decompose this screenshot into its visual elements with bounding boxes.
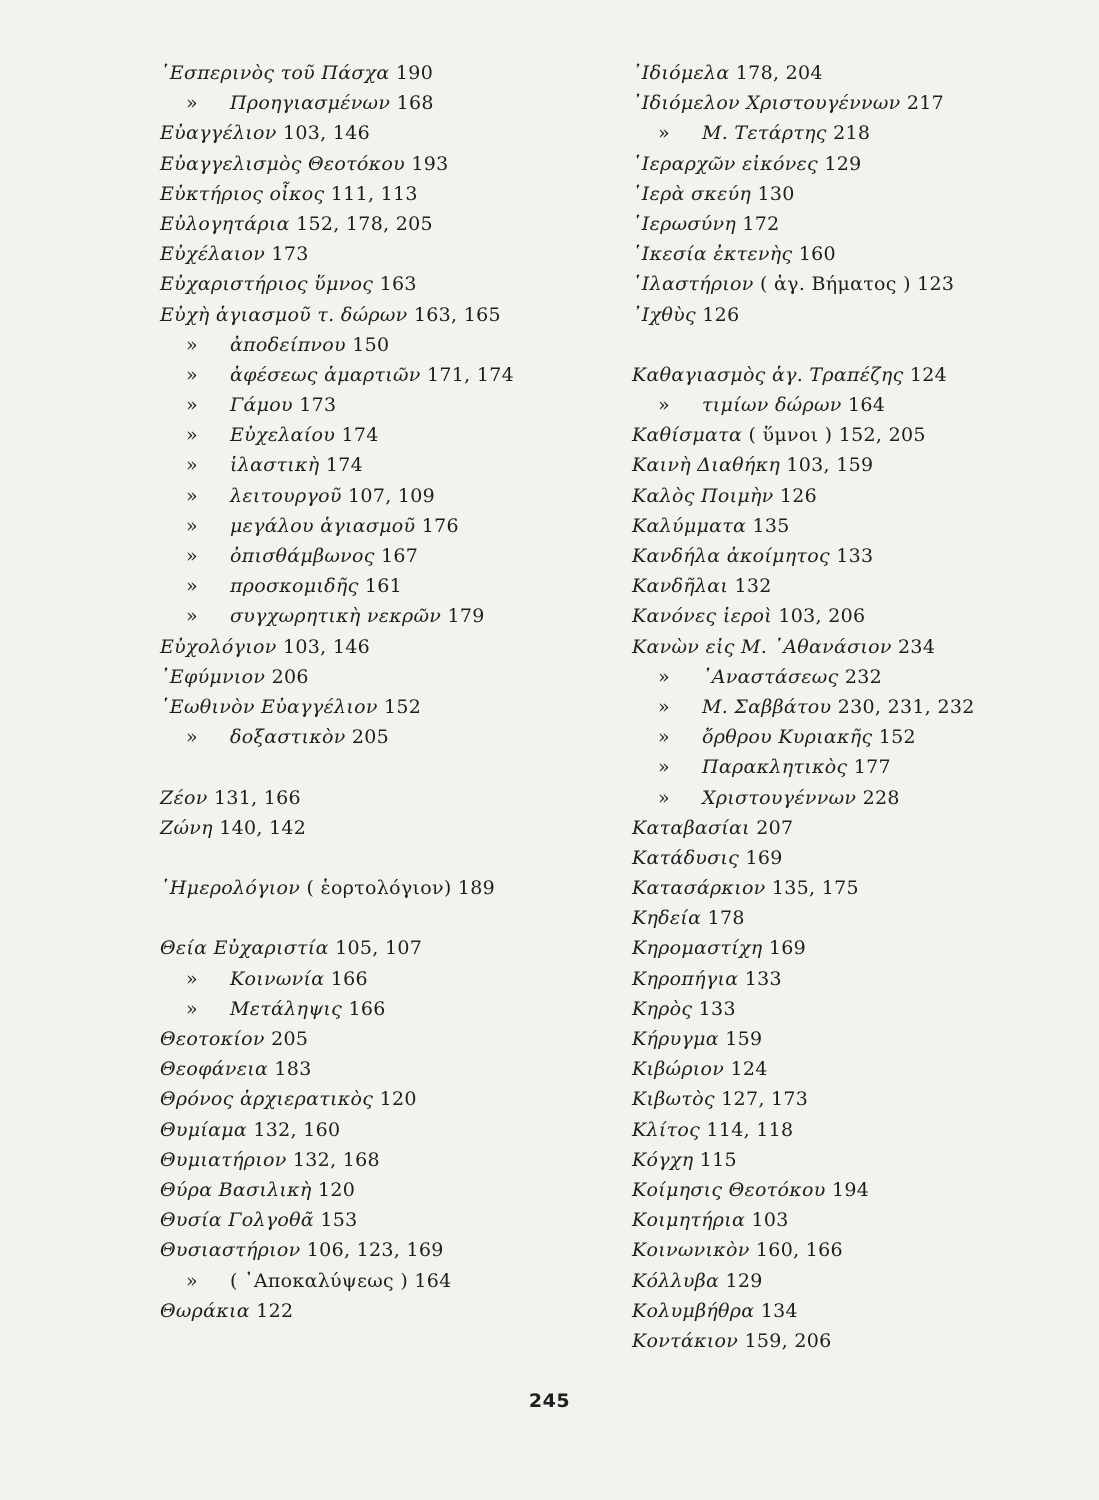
index-entry xyxy=(632,88,1052,118)
index-pages: 166 xyxy=(348,997,386,1020)
index-column-right xyxy=(632,58,1052,1356)
index-pages: 133 xyxy=(836,545,874,567)
index-entry xyxy=(160,300,600,330)
index-term: ᾿Ιδιόμελον Χριστουγέννων xyxy=(632,92,901,115)
ditto-mark: » xyxy=(186,92,198,115)
index-entry xyxy=(632,1054,1052,1084)
index-pages: 174 xyxy=(341,424,379,447)
index-term: ῾Ημερολόγιον xyxy=(160,877,301,900)
index-entry xyxy=(632,1326,1052,1356)
index-term: Κοιμητήρια xyxy=(632,1209,746,1232)
index-subentry xyxy=(160,571,600,601)
index-term: Καλὸς Ποιμὴν xyxy=(632,484,774,507)
index-pages: ( ὕμνοι ) 152, 205 xyxy=(748,424,926,447)
index-pages: 127, 173 xyxy=(721,1088,809,1111)
index-entry xyxy=(632,481,1052,511)
index-pages: 169 xyxy=(745,846,783,869)
index-subentry xyxy=(160,994,600,1024)
index-term: Χριστουγέννων xyxy=(702,786,857,809)
index-entry xyxy=(160,1296,600,1326)
index-term: Γάμου xyxy=(230,394,293,417)
index-pages: 160, 166 xyxy=(755,1239,843,1262)
index-entry xyxy=(632,813,1052,843)
ditto-mark: » xyxy=(658,756,670,779)
index-term: Κλίτος xyxy=(632,1118,701,1141)
index-term: Μ. Τετάρτης xyxy=(702,122,827,145)
index-term: Κιβώριον xyxy=(632,1058,725,1081)
index-term: Θύρα Βασιλικὴ xyxy=(160,1178,312,1201)
index-entry xyxy=(632,1205,1052,1235)
index-pages: 205 xyxy=(271,1028,309,1050)
index-subentry xyxy=(160,541,600,571)
index-term: ῾Εωθινὸν Εὐαγγέλιον xyxy=(160,695,378,718)
index-pages: 134 xyxy=(760,1299,798,1322)
index-entry xyxy=(632,843,1052,873)
index-pages: 171, 174 xyxy=(427,363,515,386)
ditto-mark: » xyxy=(186,333,198,356)
index-pages: 176 xyxy=(421,514,459,537)
index-term: Ζέον xyxy=(160,786,208,809)
ditto-mark: » xyxy=(186,726,198,749)
index-pages: 152, 178, 205 xyxy=(296,212,433,235)
index-entry xyxy=(160,873,600,903)
index-term: ἀποδείπνου xyxy=(230,333,346,356)
index-pages: 174 xyxy=(325,454,364,477)
index-term: Θρόνος ἀρχιερατικὸς xyxy=(160,1088,374,1111)
index-term: ῾Ιεραρχῶν εἰκόνες xyxy=(632,152,818,175)
index-term: Κηροπήγια xyxy=(632,967,739,990)
index-pages: 172 xyxy=(742,212,780,235)
index-pages: 206 xyxy=(271,665,309,688)
index-pages: 107, 109 xyxy=(348,484,436,507)
index-entry xyxy=(160,933,600,963)
index-term: Εὐχολόγιον xyxy=(160,635,277,658)
index-pages: 120 xyxy=(379,1088,417,1111)
index-term: Κατασάρκιον xyxy=(632,877,766,900)
ditto-mark: » xyxy=(658,726,670,749)
index-entry xyxy=(160,662,600,692)
index-term: Κοντάκιον xyxy=(632,1329,739,1352)
index-subentry xyxy=(160,360,600,390)
index-term: λειτουργοῦ xyxy=(230,484,342,507)
index-pages: 120 xyxy=(317,1178,356,1201)
index-term: Καταβασίαι xyxy=(632,816,750,839)
index-term: τιμίων δώρων xyxy=(702,394,842,417)
index-pages: 150 xyxy=(352,333,390,356)
index-subentry xyxy=(160,390,600,420)
index-term: Κατάδυσις xyxy=(632,846,740,869)
index-entry xyxy=(160,209,600,239)
index-term: ῾Ιερωσύνη xyxy=(632,212,737,235)
index-pages: 193 xyxy=(411,152,449,175)
index-pages: 228 xyxy=(862,786,900,809)
index-entry xyxy=(632,964,1052,994)
index-pages: 114, 118 xyxy=(706,1118,794,1141)
index-entry xyxy=(632,511,1052,541)
index-term: Κηδεία xyxy=(632,907,702,930)
index-pages: 103, 206 xyxy=(778,605,866,628)
index-entry xyxy=(160,1175,600,1205)
index-term: Κηρὸς xyxy=(632,997,693,1020)
index-entry xyxy=(632,903,1052,933)
index-pages: 205 xyxy=(351,726,390,749)
ditto-mark: » xyxy=(186,1269,198,1292)
ditto-mark: » xyxy=(658,665,670,688)
index-pages: 161 xyxy=(364,575,403,598)
index-term: Εὐχελαίου xyxy=(230,424,336,447)
index-subentry xyxy=(160,420,600,450)
index-pages: 183 xyxy=(274,1058,312,1081)
index-pages: 168 xyxy=(396,92,434,115)
index-term: Θυσία Γολγοθᾶ xyxy=(160,1209,315,1232)
index-pages: 173 xyxy=(271,243,309,266)
index-term: Κήρυγμα xyxy=(632,1028,719,1050)
index-entry xyxy=(160,1205,600,1235)
index-term: Προηγιασμένων xyxy=(230,92,391,115)
index-subentry xyxy=(160,88,600,118)
index-subentry xyxy=(632,390,1052,420)
index-subentry xyxy=(160,964,600,994)
index-entry xyxy=(632,58,1052,88)
ditto-mark: » xyxy=(186,967,198,990)
index-entry xyxy=(632,571,1052,601)
index-gap xyxy=(160,903,600,933)
index-subentry xyxy=(632,662,1052,692)
index-entry xyxy=(632,541,1052,571)
ditto-mark: » xyxy=(186,545,198,567)
index-term: Εὐχέλαιον xyxy=(160,243,266,266)
index-entry xyxy=(632,873,1052,903)
index-term: Ζώνη xyxy=(160,816,213,839)
index-pages: 103, 146 xyxy=(283,635,371,658)
index-pages: ( ἑορτολόγιον) 189 xyxy=(306,877,496,900)
index-subentry xyxy=(160,481,600,511)
index-term: Κανδῆλαι xyxy=(632,575,729,598)
index-pages: 140, 142 xyxy=(219,816,307,839)
index-term: Καθίσματα xyxy=(632,424,743,447)
index-term: ᾿Αναστάσεως xyxy=(702,665,839,688)
index-entry xyxy=(632,1145,1052,1175)
index-term: ῾Ιερὰ σκεύη xyxy=(632,182,752,205)
index-entry xyxy=(632,632,1052,662)
index-pages: 126 xyxy=(779,484,818,507)
index-subentry xyxy=(160,1266,600,1296)
index-term: ἱλαστικὴ xyxy=(230,454,320,477)
index-pages: 166 xyxy=(330,967,368,990)
index-subentry xyxy=(632,722,1052,752)
index-pages: 132 xyxy=(734,575,772,598)
index-pages: 133 xyxy=(698,997,736,1020)
index-subentry xyxy=(632,783,1052,813)
index-pages: 159 xyxy=(725,1028,763,1050)
index-entry xyxy=(632,1024,1052,1054)
index-entry xyxy=(632,420,1052,450)
index-term: ῾Ικεσία ἐκτενὴς xyxy=(632,243,793,266)
index-term: Εὐαγγελισμὸς Θεοτόκου xyxy=(160,152,405,175)
index-term: Καλύμματα xyxy=(632,514,747,537)
index-pages: 173 xyxy=(299,394,337,417)
index-entry xyxy=(632,149,1052,179)
index-pages: 169 xyxy=(768,937,807,960)
index-entry xyxy=(632,239,1052,269)
ditto-mark: » xyxy=(186,484,198,507)
index-entry xyxy=(632,1266,1052,1296)
index-pages: 132, 168 xyxy=(292,1148,380,1171)
index-pages: 194 xyxy=(831,1178,870,1201)
index-entry xyxy=(160,1235,600,1265)
index-pages: 132, 160 xyxy=(253,1118,341,1141)
index-term: Θεοφάνεια xyxy=(160,1058,269,1081)
index-term: Θυμίαμα xyxy=(160,1118,248,1141)
index-pages: 105, 107 xyxy=(335,937,423,960)
index-term: Κοινωνία xyxy=(230,967,325,990)
index-term: Κανδήλα ἀκοίμητος xyxy=(632,545,830,567)
index-term: προσκομιδῆς xyxy=(230,575,359,598)
index-term: Εὐλογητάρια xyxy=(160,212,290,235)
index-entry xyxy=(160,118,600,148)
index-term: Κόγχη xyxy=(632,1148,694,1171)
index-pages: 179 xyxy=(447,605,485,628)
index-term: ῾Εσπερινὸς τοῦ Πάσχα xyxy=(160,62,390,84)
index-entry xyxy=(632,450,1052,480)
index-term: ὀπισθάμβωνος xyxy=(230,545,375,567)
index-pages: 152 xyxy=(878,726,916,749)
index-term: ἀφέσεως ἁμαρτιῶν xyxy=(230,363,421,386)
index-entry xyxy=(160,783,600,813)
index-pages: 152 xyxy=(384,695,422,718)
ditto-mark: » xyxy=(186,363,198,386)
index-term: Κανόνες ἱεροὶ xyxy=(632,605,773,628)
index-entry xyxy=(160,239,600,269)
index-pages: 160 xyxy=(798,243,836,266)
index-pages: 207 xyxy=(756,816,794,839)
index-entry xyxy=(160,1084,600,1114)
index-term: Κοινωνικὸν xyxy=(632,1239,750,1262)
index-term: Θυμιατήριον xyxy=(160,1148,287,1171)
index-entry xyxy=(632,1115,1052,1145)
index-term: Εὐαγγέλιον xyxy=(160,122,277,145)
index-entry xyxy=(632,1235,1052,1265)
index-entry xyxy=(160,149,600,179)
index-gap xyxy=(160,752,600,782)
ditto-mark: » xyxy=(186,514,198,537)
index-pages: 129 xyxy=(824,152,862,175)
index-pages: 153 xyxy=(320,1209,358,1232)
index-entry xyxy=(632,994,1052,1024)
index-pages: 177 xyxy=(853,756,891,779)
index-entry xyxy=(160,1145,600,1175)
index-column-left xyxy=(160,58,600,1326)
index-subentry xyxy=(160,511,600,541)
index-subentry xyxy=(632,692,1052,722)
index-subentry xyxy=(160,450,600,480)
index-pages: 124 xyxy=(909,363,948,386)
index-term: Κηρομαστίχη xyxy=(632,937,763,960)
index-entry xyxy=(160,58,600,88)
index-pages: 178 xyxy=(707,907,745,930)
index-pages: 129 xyxy=(725,1269,763,1292)
ditto-mark: » xyxy=(186,454,198,477)
index-term: συγχωρητικὴ νεκρῶν xyxy=(230,605,442,628)
ditto-mark: » xyxy=(186,575,198,598)
index-pages: 159, 206 xyxy=(744,1329,832,1352)
index-entry xyxy=(160,179,600,209)
index-entry xyxy=(632,1084,1052,1114)
index-pages: 218 xyxy=(833,122,871,145)
index-term: Μετάληψις xyxy=(230,997,343,1020)
index-pages: ( ἁγ. Βήματος ) 123 xyxy=(760,273,955,296)
index-term: Παρακλητικὸς xyxy=(702,756,848,779)
index-gap xyxy=(632,330,1052,360)
index-entry xyxy=(632,601,1052,631)
ditto-mark: » xyxy=(186,997,198,1020)
index-subentry xyxy=(160,722,600,752)
index-entry xyxy=(160,1054,600,1084)
index-term: Εὐκτήριος οἶκος xyxy=(160,182,325,205)
index-subentry xyxy=(632,118,1052,148)
index-pages: 124 xyxy=(730,1058,768,1081)
ditto-mark: » xyxy=(658,394,670,417)
index-term: Κιβωτὸς xyxy=(632,1088,715,1111)
index-pages: 103, 146 xyxy=(282,122,370,145)
index-term: μεγάλου ἁγιασμοῦ xyxy=(230,514,416,537)
index-pages: 131, 166 xyxy=(213,786,301,809)
index-pages: 163 xyxy=(379,273,417,296)
index-pages: 234 xyxy=(898,635,936,658)
index-pages: ( ᾿Αποκαλύψεως ) 164 xyxy=(230,1269,452,1292)
index-term: ῾Ιλαστήριον xyxy=(632,273,754,296)
ditto-mark: » xyxy=(186,424,198,447)
index-gap xyxy=(160,843,600,873)
index-entry xyxy=(160,1024,600,1054)
index-subentry xyxy=(160,330,600,360)
index-pages: 135 xyxy=(752,514,790,537)
index-pages: 217 xyxy=(906,92,944,115)
index-pages: 115 xyxy=(699,1148,737,1171)
index-term: Καθαγιασμὸς ἁγ. Τραπέζης xyxy=(632,363,904,386)
index-pages: 106, 123, 169 xyxy=(306,1239,444,1262)
ditto-mark: » xyxy=(658,695,670,718)
index-entry xyxy=(160,813,600,843)
index-subentry xyxy=(160,601,600,631)
index-term: Κανὼν εἰς Μ. ᾿Αθανάσιον xyxy=(632,635,892,658)
index-term: Εὐχαριστήριος ὕμνος xyxy=(160,273,374,296)
index-term: ᾿Εφύμνιον xyxy=(160,665,266,688)
index-pages: 163, 165 xyxy=(413,303,501,326)
ditto-mark: » xyxy=(658,122,670,145)
index-entry xyxy=(160,632,600,662)
index-entry xyxy=(632,179,1052,209)
index-pages: 230, 231, 232 xyxy=(837,695,975,718)
index-pages: 164 xyxy=(847,394,886,417)
index-pages: 103, 159 xyxy=(786,454,874,477)
index-pages: 130 xyxy=(757,182,795,205)
index-entry xyxy=(632,1296,1052,1326)
index-term: Θωράκια xyxy=(160,1299,250,1322)
index-entry xyxy=(632,269,1052,299)
index-term: Κολυμβήθρα xyxy=(632,1299,755,1322)
index-subentry xyxy=(632,752,1052,782)
index-entry xyxy=(632,1175,1052,1205)
index-term: ὄρθρου Κυριακῆς xyxy=(702,726,873,749)
index-entry xyxy=(160,269,600,299)
index-pages: 126 xyxy=(702,303,740,326)
ditto-mark: » xyxy=(186,394,198,417)
index-entry xyxy=(632,209,1052,239)
index-pages: 122 xyxy=(256,1299,294,1322)
ditto-mark: » xyxy=(658,786,670,809)
page-number: 245 xyxy=(528,1390,571,1412)
index-pages: 133 xyxy=(744,967,782,990)
index-entry xyxy=(632,360,1052,390)
index-pages: 190 xyxy=(395,62,434,84)
index-entry xyxy=(160,692,600,722)
index-term: Θεία Εὐχαριστία xyxy=(160,937,329,960)
index-term: Θεοτοκίον xyxy=(160,1028,265,1050)
index-entry xyxy=(160,1115,600,1145)
index-term: Θυσιαστήριον xyxy=(160,1239,301,1262)
index-pages: 111, 113 xyxy=(330,182,418,205)
ditto-mark: » xyxy=(186,605,198,628)
index-pages: 232 xyxy=(844,665,883,688)
index-entry xyxy=(632,933,1052,963)
index-term: Κοίμησις Θεοτόκου xyxy=(632,1178,826,1201)
index-term: ᾿Ιχθὺς xyxy=(632,303,696,326)
index-term: Καινὴ Διαθήκη xyxy=(632,454,781,477)
index-pages: 178, 204 xyxy=(735,62,823,84)
index-pages: 103 xyxy=(751,1209,789,1232)
index-pages: 135, 175 xyxy=(771,877,859,900)
index-term: δοξαστικὸν xyxy=(230,726,346,749)
index-term: Κόλλυβα xyxy=(632,1269,720,1292)
index-term: ᾿Ιδιόμελα xyxy=(632,62,730,84)
index-entry xyxy=(632,300,1052,330)
index-pages: 167 xyxy=(381,545,419,567)
index-term: Εὐχὴ ἁγιασμοῦ τ. δώρων xyxy=(160,303,408,326)
index-term: Μ. Σαββάτου xyxy=(702,695,832,718)
